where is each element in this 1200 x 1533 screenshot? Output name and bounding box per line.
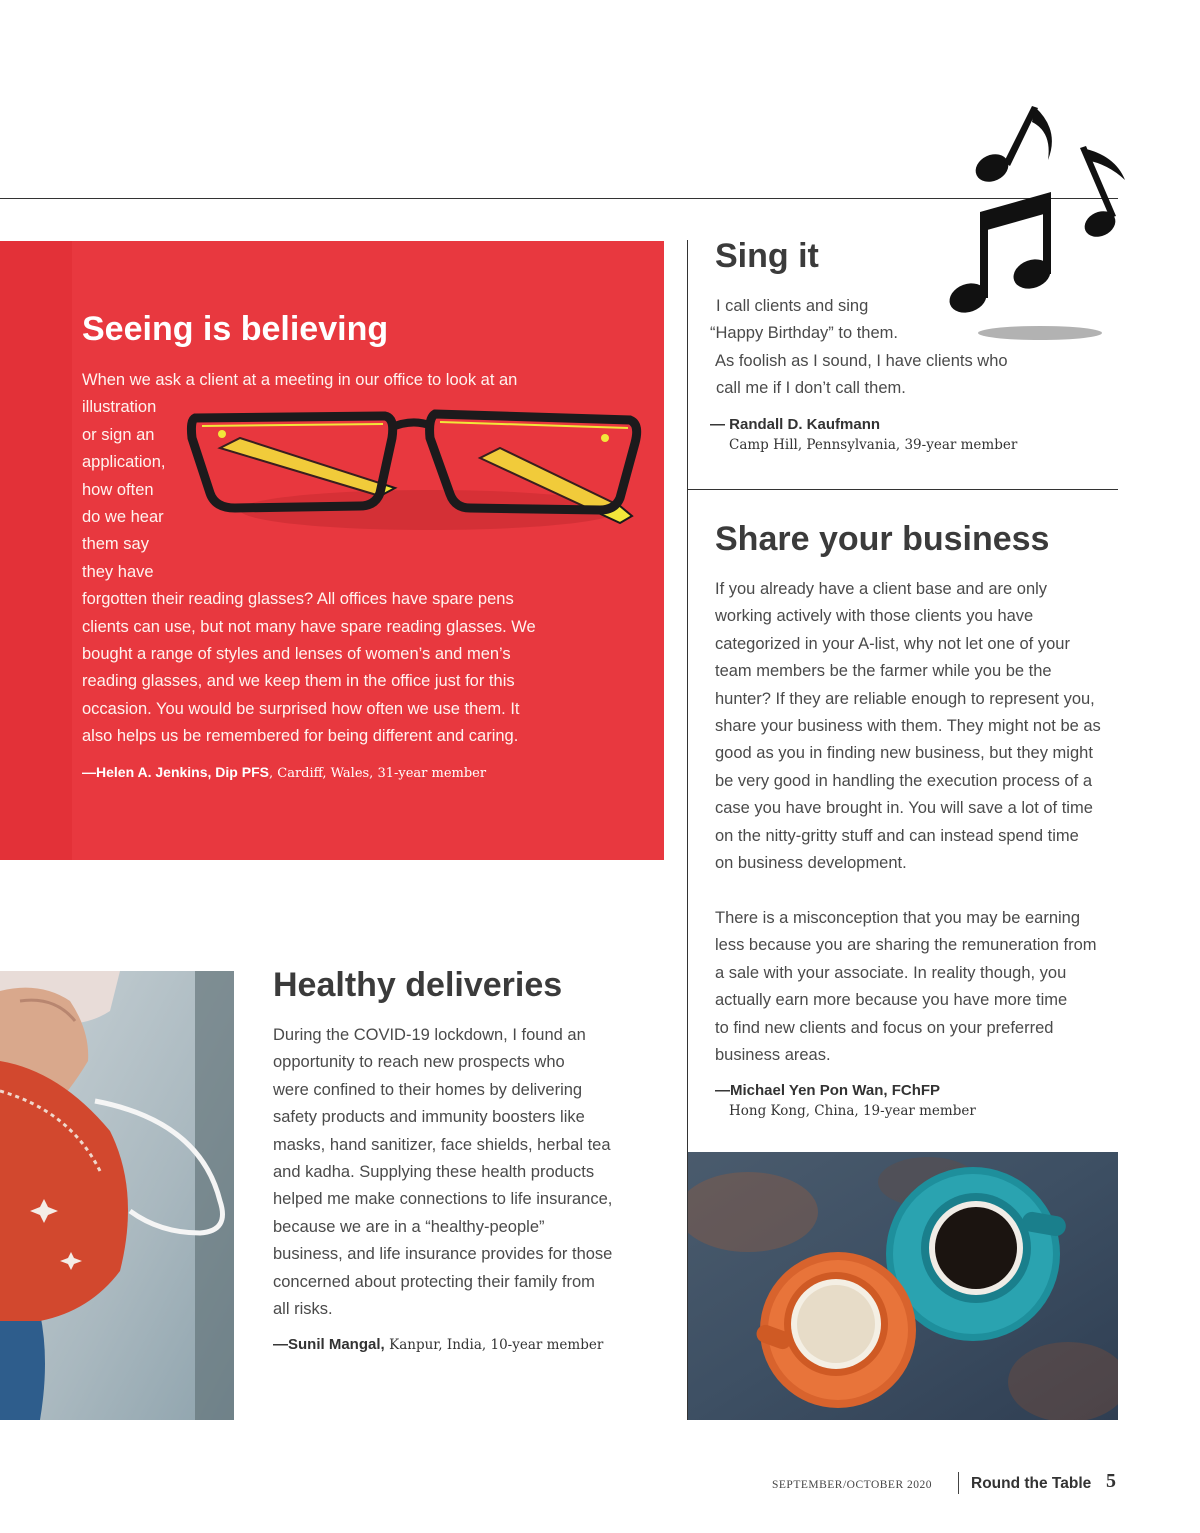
author-name: —Helen A. Jenkins, Dip PFS [82, 764, 269, 780]
text-line: because we are in a “healthy-people” [273, 1217, 545, 1236]
text-line: call me if I don’t call them. [716, 379, 906, 398]
share-body-paragraph-1 [715, 576, 1101, 877]
text-line: less because you are sharing the remuneration from [715, 936, 1097, 955]
text-line: all risks. [273, 1299, 333, 1318]
healthy-attribution [273, 1336, 603, 1354]
text-line: During the COVID-19 lockdown, I found an [273, 1026, 586, 1044]
text-line: how often [82, 480, 154, 499]
text-line: they have [82, 562, 154, 581]
text-line: If you already have a client base and are only [715, 580, 1048, 598]
text-line: clients can use, but not many have spare reading glasses. We [82, 617, 536, 636]
text-line: There is a misconception that you may be earning [715, 909, 1081, 927]
text-line: to find new clients and focus on your preferred [715, 1018, 1054, 1037]
text-line: I call clients and sing [716, 297, 869, 315]
text-line: When we ask a client at a meeting in our office to look at an [82, 371, 518, 389]
text-line: on the nitty-gritty stuff and can instead spend time [715, 826, 1079, 845]
reading-glasses-image [180, 398, 650, 548]
text-line: case you have brought in. You will save a lot of time [715, 799, 1093, 818]
text-line: business areas. [715, 1045, 831, 1064]
text-line: categorized in your A-list, why not let one of your [715, 634, 1070, 653]
page-number: 5 [1106, 1470, 1116, 1492]
issue-date: SEPTEMBER/OCTOBER 2020 [772, 1479, 932, 1491]
text-line: opportunity to reach new prospects who [273, 1053, 565, 1072]
text-line: reading glasses, and we keep them in the office just for this [82, 672, 515, 691]
face-mask-photo [0, 971, 234, 1420]
text-line: As foolish as I sound, I have clients who [715, 351, 1008, 370]
share-body-paragraph-2 [715, 905, 1097, 1069]
text-line: be very good in handling the execution process of a [715, 771, 1093, 790]
text-line: illustration [82, 398, 157, 417]
text-line: team members be the farmer while you be the [715, 662, 1052, 681]
text-line: actually earn more because you have more time [715, 991, 1068, 1010]
sing-author-location: Camp Hill, Pennsylvania, 39-year member [729, 437, 1018, 453]
text-line: them say [82, 535, 149, 554]
author-name: —Sunil Mangal, [273, 1336, 385, 1353]
text-line: good as you in finding new business, but they might [715, 744, 1093, 763]
seeing-title: Seeing is believing [82, 310, 389, 348]
seeing-attribution [82, 764, 486, 781]
text-line: helped me make connections to life insurance, [273, 1190, 613, 1209]
author-location: , Cardiff, Wales, 31-year member [268, 766, 487, 781]
text-line: “Happy Birthday” to them. [710, 324, 898, 343]
text-line: safety products and immunity boosters like [273, 1108, 585, 1127]
healthy-body [273, 1022, 612, 1323]
share-author-location: Hong Kong, China, 19-year member [729, 1103, 976, 1119]
text-line: also helps us be remembered for being different and caring. [82, 727, 519, 746]
panel-accent-strip [0, 241, 72, 860]
text-line: and kadha. Supplying these health products [273, 1162, 595, 1181]
sing-title: Sing it [715, 237, 819, 275]
text-line: hunter? If they are reliable enough to represent you, [715, 689, 1095, 708]
text-line: masks, hand sanitizer, face shields, herbal tea [273, 1135, 611, 1154]
healthy-title: Healthy deliveries [273, 966, 563, 1004]
text-line: do we hear [82, 507, 164, 526]
music-notes-image [940, 100, 1135, 345]
footer-divider [958, 1472, 959, 1494]
text-line: application, [82, 453, 166, 472]
section-divider [688, 489, 1118, 490]
text-line: or sign an [82, 425, 155, 444]
share-title: Share your business [715, 520, 1050, 558]
coffee-cups-photo [688, 1152, 1118, 1420]
text-line: forgotten their reading glasses? All offices have spare pens [82, 590, 514, 609]
text-line: occasion. You would be surprised how often we use them. It [82, 699, 520, 718]
text-line: working actively with those clients you have [715, 607, 1034, 626]
text-line: concerned about protecting their family from [273, 1272, 595, 1291]
publication-name: Round the Table [971, 1475, 1092, 1492]
text-line: a sale with your associate. In reality though, you [715, 963, 1067, 982]
text-line: were confined to their homes by delivering [273, 1080, 583, 1099]
text-line: on business development. [715, 853, 907, 872]
sing-author-name: — Randall D. Kaufmann [710, 416, 881, 433]
text-line: share your business with them. They might not be as [715, 716, 1101, 735]
text-line: bought a range of styles and lenses of women’s and men’s [82, 644, 511, 663]
share-author-name: —Michael Yen Pon Wan, FChFP [715, 1082, 941, 1099]
author-location: Kanpur, India, 10-year member [389, 1337, 604, 1353]
text-line: business, and life insurance provides for those [273, 1245, 613, 1264]
